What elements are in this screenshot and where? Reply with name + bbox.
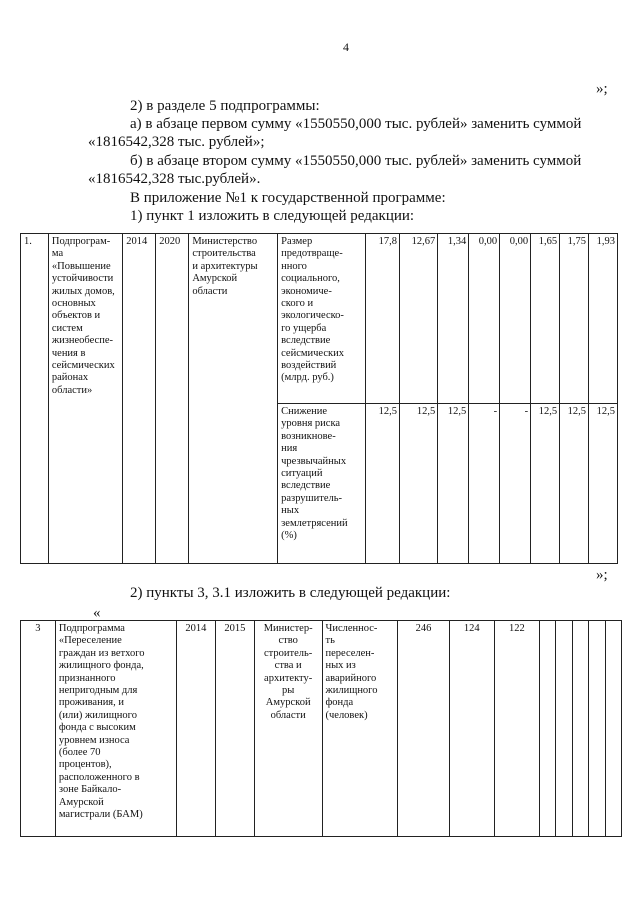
year-start: 2014 <box>176 621 215 837</box>
indicator-value: 12,5 <box>438 404 469 564</box>
page-number: 4 <box>343 40 349 54</box>
indicator-value: 0,00 <box>469 234 500 404</box>
table-row <box>21 234 618 404</box>
indicator-value: 1,75 <box>560 234 589 404</box>
indicator-value: 1,34 <box>438 234 469 404</box>
indicator-name: Снижение уровня риска возникнове- ния чрезвычайных ситуаций вследствие разрушитель- ных землетрясений (%) <box>278 404 366 564</box>
indicator-value <box>539 621 555 837</box>
indicator-value: 17,8 <box>365 234 399 404</box>
indicator-value <box>556 621 572 837</box>
row-number: 1. <box>21 234 49 564</box>
year-end: 2015 <box>215 621 254 837</box>
paragraph-section5: 2) в разделе 5 подпрограммы: <box>130 98 320 114</box>
indicator-value: 124 <box>449 621 494 837</box>
paragraph-a-line2: «1816542,328 тыс. рублей»; <box>88 134 265 150</box>
program-table-2 <box>20 620 622 837</box>
indicator-value: - <box>469 404 500 564</box>
paragraph-point1: 1) пункт 1 изложить в следующей редакции: <box>130 208 415 224</box>
indicator-value: 12,5 <box>588 404 617 564</box>
executor: Министер- ство строитель- ства и архитекту- ры Амурской области <box>254 621 322 837</box>
indicator-value: 12,5 <box>400 404 438 564</box>
paragraph-b-line1: б) в абзаце втором сумму «1550550,000 тыс. рублей» заменить суммой <box>130 153 582 169</box>
subprogram-name: Подпрограм- ма «Повышение устойчивости жилых домов, основных объектов и систем жизнеобеспе- чения в сейсмических районах области» <box>48 234 122 564</box>
executor: Министерство строительства и архитектуры Амурской области <box>189 234 278 564</box>
indicator-value: 1,93 <box>588 234 617 404</box>
paragraph-appendix: В приложение №1 к государственной программе: <box>130 190 446 206</box>
indicator-value: 12,5 <box>365 404 399 564</box>
indicator-value: 246 <box>398 621 449 837</box>
indicator-value <box>572 621 588 837</box>
row-number: 3 <box>21 621 56 837</box>
closing-quote: »; <box>596 81 608 97</box>
program-table-1 <box>20 233 618 564</box>
year-start: 2014 <box>123 234 156 564</box>
subprogram-name: Подпрограмма «Переселение граждан из ветхого жилищного фонда, признанного непригодным для проживания, и (или) жилищного фонда с высоким уровнем износа (более 70 процентов), расположенного в зоне Байкало- Амурской магистрали (БАМ) <box>55 621 176 837</box>
indicator-value: 12,5 <box>531 404 560 564</box>
indicator-value: 12,67 <box>400 234 438 404</box>
indicator-value: - <box>500 404 531 564</box>
year-end: 2020 <box>156 234 189 564</box>
indicator-value: 1,65 <box>531 234 560 404</box>
table-row <box>21 621 622 837</box>
indicator-value: 0,00 <box>500 234 531 404</box>
closing-quote: »; <box>596 567 608 583</box>
indicator-value: 12,5 <box>560 404 589 564</box>
indicator-value: 122 <box>494 621 539 837</box>
indicator-value <box>589 621 605 837</box>
indicator-name: Размер предотвраще- нного социального, экономиче- ского и экологическо- го ущерба вследствие сейсмических воздействий (млрд. руб.) <box>278 234 366 404</box>
opening-quote: « <box>93 605 101 621</box>
paragraph-a-line1: а) в абзаце первом сумму «1550550,000 тыс. рублей» заменить суммой <box>130 116 582 132</box>
indicator-value <box>605 621 621 837</box>
paragraph-points-3: 2) пункты 3, 3.1 изложить в следующей редакции: <box>130 585 451 601</box>
indicator-name: Численнос- ть переселен- ных из аварийного жилищного фонда (человек) <box>322 621 398 837</box>
paragraph-b-line2: «1816542,328 тыс.рублей». <box>88 171 261 187</box>
